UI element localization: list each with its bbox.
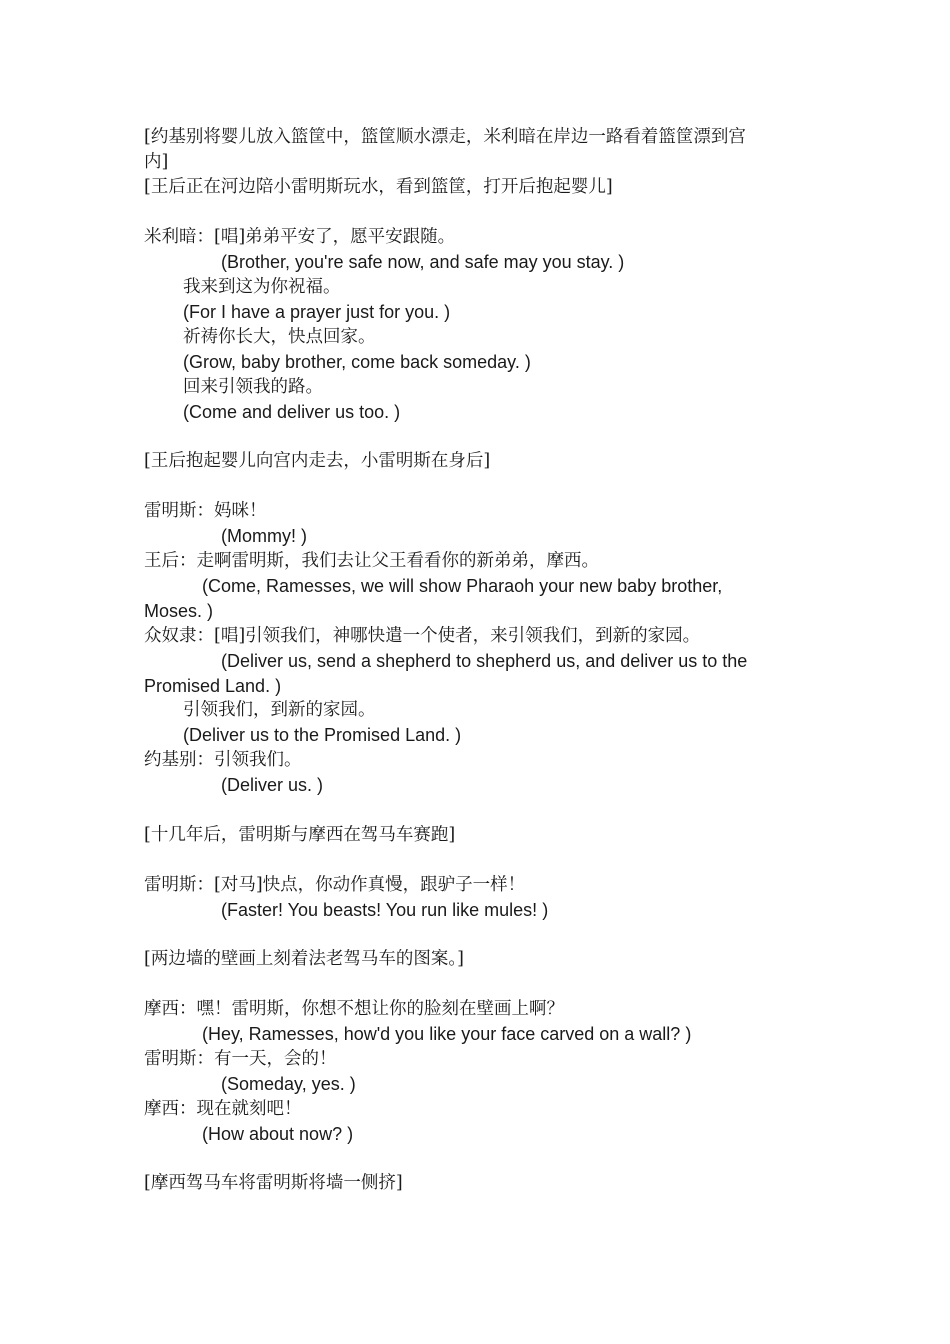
lyric-line: 我来到这为你祝福。 (183, 277, 341, 297)
translation-line: (Deliver us, send a shepherd to shepherd us, and deliver us to the (221, 651, 748, 671)
translation-line: (Come and deliver us too. ) (183, 402, 401, 422)
translation-line: (Deliver us to the Promised Land. ) (183, 725, 462, 745)
lyric-line: 回来引领我的路。 (183, 377, 323, 397)
dialogue-line: 众奴隶：[唱]引领我们，神哪快遣一个使者，来引领我们，到新的家园。 (144, 626, 701, 646)
translation-line-continued: Promised Land. ) (144, 676, 282, 696)
dialogue-line: 约基别：引领我们。 (144, 750, 302, 770)
stage-direction-continued: 内] (144, 152, 169, 172)
dialogue-line: 雷明斯：妈咪！ (144, 501, 267, 521)
dialogue-line: 摩西：嘿！雷明斯，你想不想让你的脸刻在壁画上啊？ (144, 999, 564, 1019)
stage-direction: [十几年后，雷明斯与摩西在驾马车赛跑] (144, 825, 456, 845)
dialogue-line: 米利暗：[唱]弟弟平安了，愿平安跟随。 (144, 227, 456, 247)
translation-line: (Mommy! ) (221, 526, 307, 546)
translation-line: (Deliver us. ) (221, 775, 324, 795)
stage-direction: [约基别将婴儿放入篮筐中，篮筐顺水漂走，米利暗在岸边一路看着篮筐漂到宫 (144, 127, 746, 147)
lyric-line: 引领我们，到新的家园。 (183, 700, 376, 720)
stage-direction: [两边墙的壁画上刻着法老驾马车的图案。] (144, 949, 464, 969)
translation-line: (Hey, Ramesses, how'd you like your face carved on a wall? ) (202, 1024, 692, 1044)
translation-line: (For I have a prayer just for you. ) (183, 302, 451, 322)
dialogue-line: 摩西：现在就刻吧！ (144, 1099, 302, 1119)
translation-line: (Grow, baby brother, come back someday. ) (183, 352, 531, 372)
stage-direction: [摩西驾马车将雷明斯将墙一侧挤] (144, 1173, 403, 1193)
dialogue-line: 雷明斯：[对马]快点，你动作真慢，跟驴子一样！ (144, 875, 526, 895)
dialogue-line: 王后：走啊雷明斯，我们去让父王看看你的新弟弟，摩西。 (144, 551, 599, 571)
translation-line: (Brother, you're safe now, and safe may you stay. ) (221, 252, 625, 272)
dialogue-line: 雷明斯：有一天，会的！ (144, 1049, 337, 1069)
translation-line: (Come, Ramesses, we will show Pharaoh your new baby brother, (202, 576, 723, 596)
translation-line-continued: Moses. ) (144, 601, 214, 621)
stage-direction: [王后抱起婴儿向宫内走去，小雷明斯在身后] (144, 451, 491, 471)
translation-line: (Someday, yes. ) (221, 1074, 356, 1094)
translation-line: (Faster! You beasts! You run like mules! ) (221, 900, 549, 920)
translation-line: (How about now? ) (202, 1124, 354, 1144)
stage-direction: [王后正在河边陪小雷明斯玩水，看到篮筐，打开后抱起婴儿] (144, 177, 613, 197)
lyric-line: 祈祷你长大，快点回家。 (183, 327, 376, 347)
